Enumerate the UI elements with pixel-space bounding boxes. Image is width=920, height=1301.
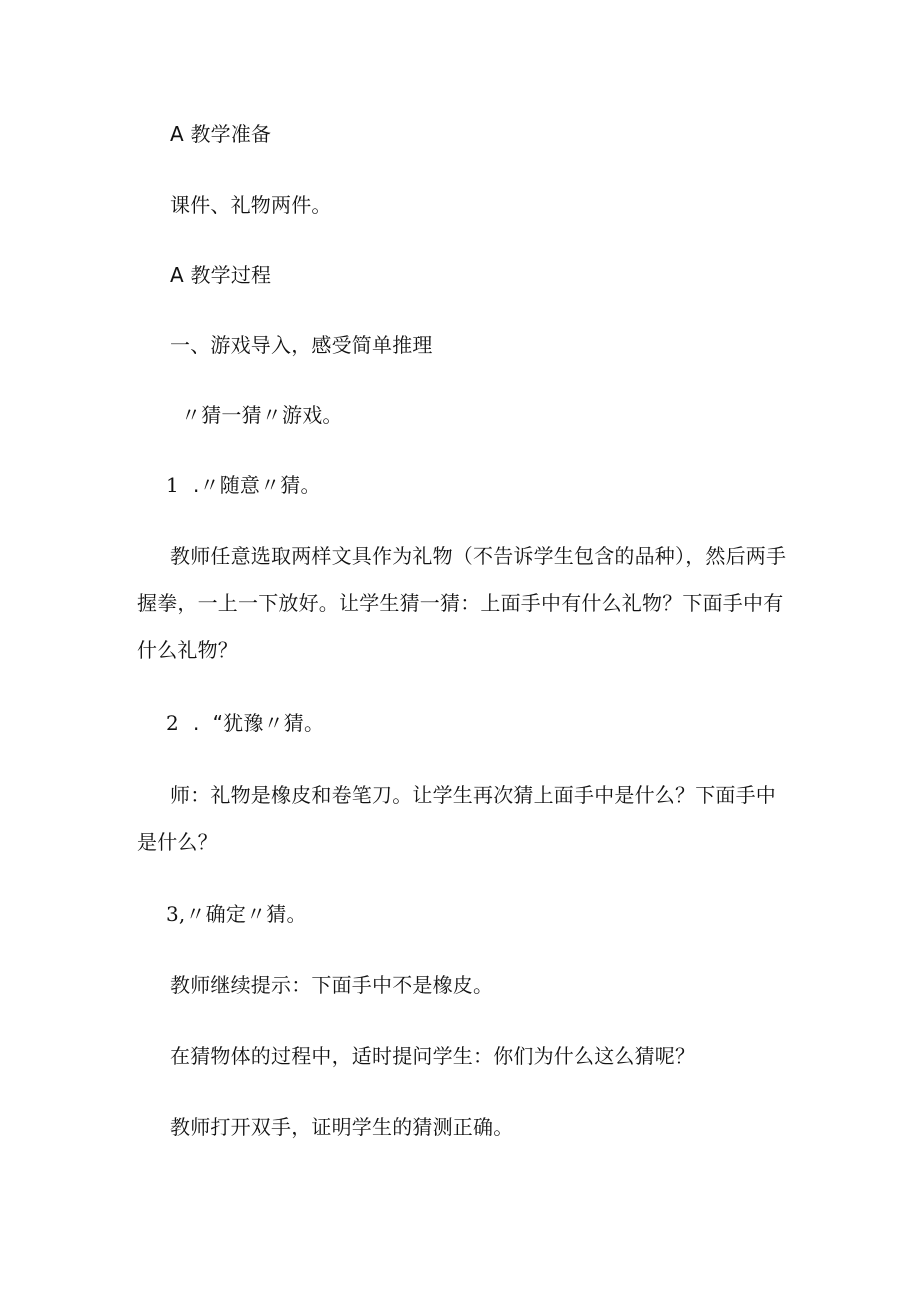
preparation-text: 课件、礼物两件。 [170, 193, 332, 217]
step-1-label: .〃随意〃猜。 [192, 473, 321, 497]
game-title: 〃猜一猜〃游戏。 [181, 403, 343, 427]
step-3-label: 〃确定〃猜。 [185, 902, 307, 926]
step-3-body-line-3: 教师打开双手，证明学生的猜测正确。 [170, 1115, 514, 1139]
step-3-body-line-1: 教师继续提示：下面手中不是橡皮。 [170, 973, 494, 997]
step-1-body: 教师任意选取两样文具作为礼物（不告诉学生包含的品种），然后两手握拳，一上一下放好。让学生猜一猜：上面手中有什么礼物？下面手中有什么礼物？ [137, 544, 787, 662]
step-1-number: 1 [166, 473, 179, 497]
step-2-label: . “犹豫〃猜。 [192, 711, 325, 735]
step-3-number: 3, [166, 902, 186, 926]
step-3-heading [166, 890, 307, 938]
heading-teaching-process: A 教学过程 [170, 263, 272, 287]
step-2-heading [166, 699, 324, 747]
heading-teaching-preparation: A 教学准备 [170, 122, 272, 146]
step-2-number: 2 [166, 711, 179, 735]
section-1-title: 一、游戏导入，感受简单推理 [170, 333, 433, 357]
step-2-body: 师：礼物是橡皮和卷笔刀。让学生再次猜上面手中是什么？下面手中是什么？ [137, 783, 776, 854]
step-3-body-line-2: 在猜物体的过程中，适时提问学生：你们为什么这么猜呢？ [170, 1044, 696, 1068]
step-1-heading [166, 461, 321, 509]
